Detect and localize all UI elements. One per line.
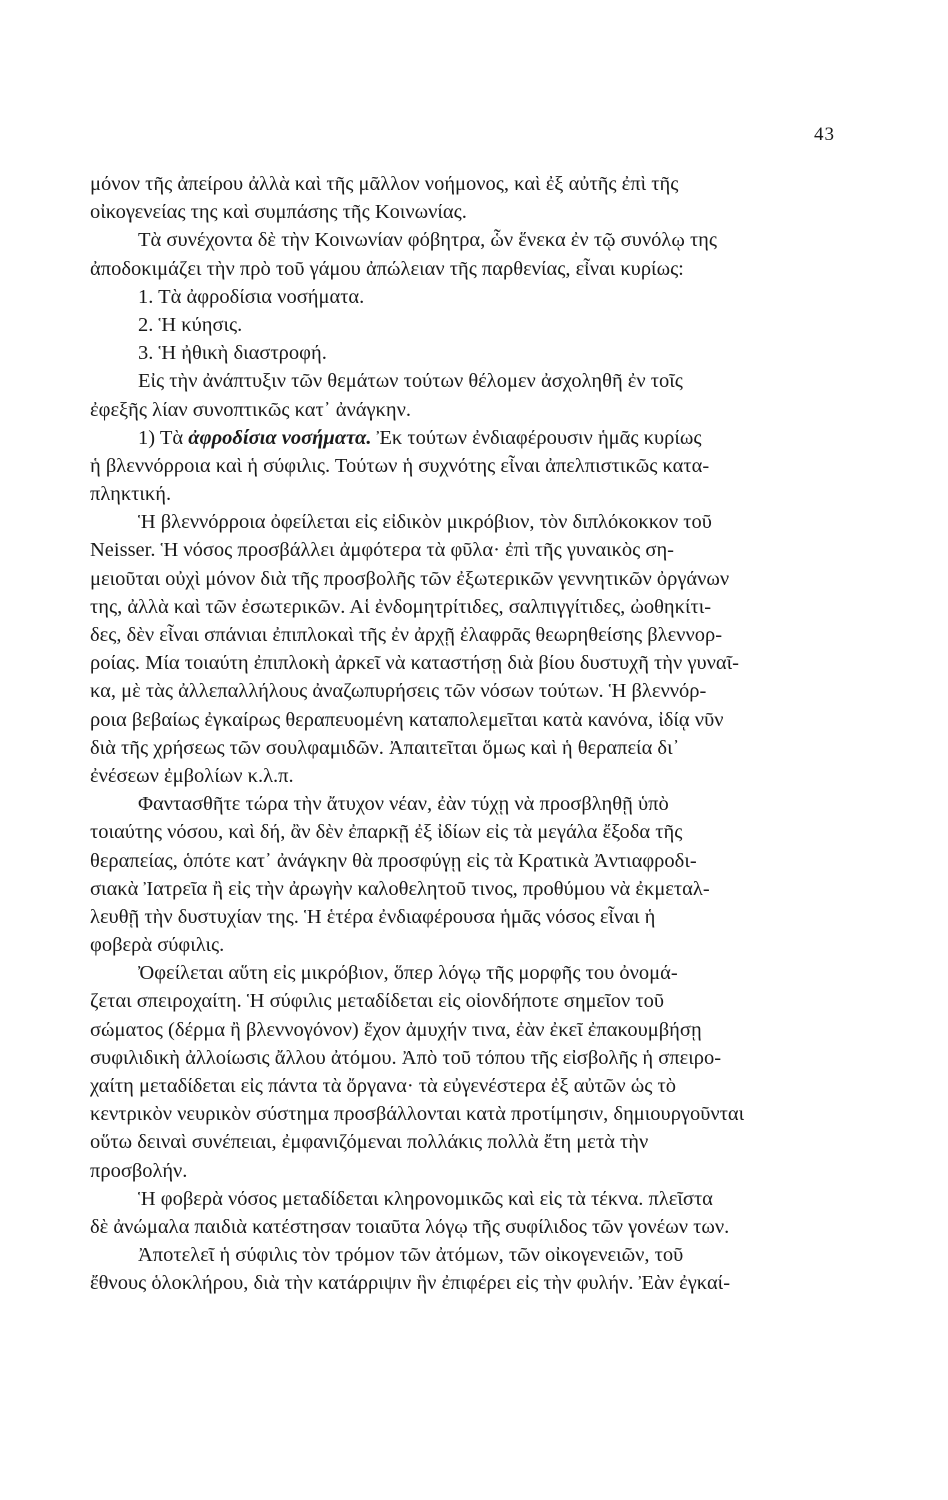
text-line: ἐφεξῆς λίαν συνοπτικῶς κατ᾽ ἀνάγκην. [90, 398, 411, 421]
list-item: 3. Ἡ ἠθικὴ διαστροφή. [138, 342, 327, 365]
text-line: Ἡ βλεννόρροια ὀφείλεται εἰς εἰδικὸν μικρόβιον, τὸν διπλόκοκκον τοῦ [138, 511, 712, 534]
text-line: ἐνέσεων ἐμβολίων κ.λ.π. [90, 764, 294, 787]
text-line: Ὀφείλεται αὕτη εἰς μικρόβιον, ὅπερ λόγῳ τῆς μορφῆς του ὀνομά- [138, 962, 678, 985]
text-line: προσβολήν. [90, 1159, 188, 1182]
text-line: χαίτη μεταδίδεται εἰς πάντα τὰ ὄργανα· τὰ εὐγενέστερα ἐξ αὐτῶν ὡς τὸ [90, 1075, 676, 1097]
text-line [90, 424, 838, 452]
list-item: 1. Τὰ ἀφροδίσια νοσήματα. [138, 285, 365, 308]
text-line: μειοῦται οὐχὶ μόνον διὰ τῆς προσβολῆς τῶν ἐξωτερικῶν γεννητικῶν ὀργάνων [90, 567, 730, 590]
text-line: οἰκογενείας της καὶ συμπάσης τῆς Κοινωνίας. [90, 201, 467, 224]
text-line: ροίας. Μία τοιαύτη ἐπιπλοκὴ ἀρκεῖ νὰ καταστήσῃ διὰ βίου δυστυχῆ τὴν γυναῖ- [90, 652, 739, 675]
text-line: θεραπείας, ὁπότε κατ᾽ ἀνάγκην θὰ προσφύγῃ εἰς τὰ Κρατικὰ Ἀντιαφροδι- [90, 849, 697, 872]
text-line: Ἀποτελεῖ ἡ σύφιλις τὸν τρόμον τῶν ἀτόμων, τῶν οἰκογενειῶν, τοῦ [138, 1244, 684, 1267]
text-line: σιακὰ Ἰατρεῖα ἢ εἰς τὴν ἀρωγὴν καλοθελητοῦ τινος, προθύμου νὰ ἐκμεταλ- [90, 877, 710, 900]
text-line: λευθῇ τὴν δυστυχίαν της. Ἡ ἑτέρα ἐνδιαφέρουσα ἡμᾶς νόσος εἶναι ἡ [90, 905, 656, 928]
text-line: Ἡ φοβερὰ νόσος μεταδίδεται κληρονομικῶς καὶ εἰς τὰ τέκνα. πλεῖστα [138, 1187, 713, 1210]
text-line: φοβερὰ σύφιλις. [90, 934, 225, 957]
body-text [90, 170, 838, 1298]
text-line: Εἰς τὴν ἀνάπτυξιν τῶν θεμάτων τούτων θέλομεν ἀσχοληθῆ ἐν τοῖς [138, 370, 683, 393]
section-heading-term: ἀφροδίσια νοσήματα. [188, 426, 372, 449]
text-line: Τὰ συνέχοντα δὲ τὴν Κοινωνίαν φόβητρα, ὧν ἕνεκα ἐν τῷ συνόλῳ της [138, 229, 718, 252]
text-line: ροια βεβαίως ἐγκαίρως θεραπευομένη καταπολεμεῖται κατὰ κανόνα, ἰδίᾳ νῦν [90, 708, 724, 731]
text-line: ἔθνους ὁλοκλήρου, διὰ τὴν κατάρριψιν ἣν ἐπιφέρει εἰς τὴν φυλήν. Ἐὰν ἐγκαί- [90, 1272, 731, 1295]
text-line: δὲ ἀνώμαλα παιδιὰ κατέστησαν τοιαῦτα λόγῳ τῆς συφίλιδος τῶν γονέων των. [90, 1215, 730, 1238]
text-line: οὕτω δειναὶ συνέπειαι, ἐμφανιζόμεναι πολλάκις πολλὰ ἔτη μετὰ τὴν [90, 1131, 649, 1154]
text-line: πληκτική. [90, 483, 172, 506]
list-item: 2. Ἡ κύησις. [138, 313, 243, 336]
section-text: Ἐκ τούτων ἐνδιαφέρουσιν ἡμᾶς κυρίως [371, 426, 702, 449]
text-line: ἡ βλεννόρροια καὶ ἡ σύφιλις. Τούτων ἡ συχνότης εἶναι ἀπελπιστικῶς κατα- [90, 454, 710, 477]
text-line: κα, μὲ τὰς ἀλλεπαλλήλους ἀναζωπυρήσεις τῶν νόσων τούτων. Ἡ βλεννόρ- [90, 680, 707, 703]
text-line: σώματος (δέρμα ἢ βλεννογόνον) ἔχον ἀμυχήν τινα, ἐὰν ἐκεῖ ἐπακουμβήσῃ [90, 1018, 702, 1041]
text-line: δες, δὲν εἶναι σπάνιαι ἐπιπλοκαὶ τῆς ἐν ἀρχῇ ἐλαφρᾶς θεωρηθείσης βλεννορ- [90, 624, 723, 646]
text-line: της, ἀλλὰ καὶ τῶν ἐσωτερικῶν. Αἱ ἐνδομητρίτιδες, σαλπιγγίτιδες, ὠοθηκίτι- [90, 595, 712, 618]
text-line: Φαντασθῆτε τώρα τὴν ἄτυχον νέαν, ἐὰν τύχῃ νὰ προσβληθῇ ὑπὸ [138, 793, 669, 816]
text-line: ἀποδοκιμάζει τὴν πρὸ τοῦ γάμου ἀπώλειαν τῆς παρθενίας, εἶναι κυρίως: [90, 257, 684, 280]
text-line: τοιαύτης νόσου, καὶ δή, ἂν δὲν ἐπαρκῇ ἐξ ἰδίων εἰς τὰ μεγάλα ἔξοδα τῆς [90, 821, 683, 844]
text-line: κεντρικὸν νευρικὸν σύστημα προσβάλλονται κατὰ προτίμησιν, δημιουργοῦνται [90, 1103, 745, 1126]
text-line: μόνον τῆς ἀπείρου ἀλλὰ καὶ τῆς μᾶλλον νοήμονος, καὶ ἐξ αὐτῆς ἐπὶ τῆς [90, 173, 679, 195]
page-number: 43 [814, 124, 835, 145]
section-marker: 1) Τὰ [138, 426, 189, 449]
text-line: Neisser. Ἡ νόσος προσβάλλει ἀμφότερα τὰ φῦλα· ἐπὶ τῆς γυναικὸς ση- [90, 539, 675, 562]
text-line: συφιλιδικὴ ἀλλοίωσις ἄλλου ἀτόμου. Ἀπὸ τοῦ τόπου τῆς εἰσβολῆς ἡ σπειρο- [90, 1046, 722, 1069]
text-line: ζεται σπειροχαίτη. Ἡ σύφιλις μεταδίδεται εἰς οἱονδήποτε σημεῖον τοῦ [90, 990, 664, 1013]
text-line: διὰ τῆς χρήσεως τῶν σουλφαμιδῶν. Ἀπαιτεῖται ὅμως καὶ ἡ θεραπεία δι᾽ [90, 736, 680, 759]
